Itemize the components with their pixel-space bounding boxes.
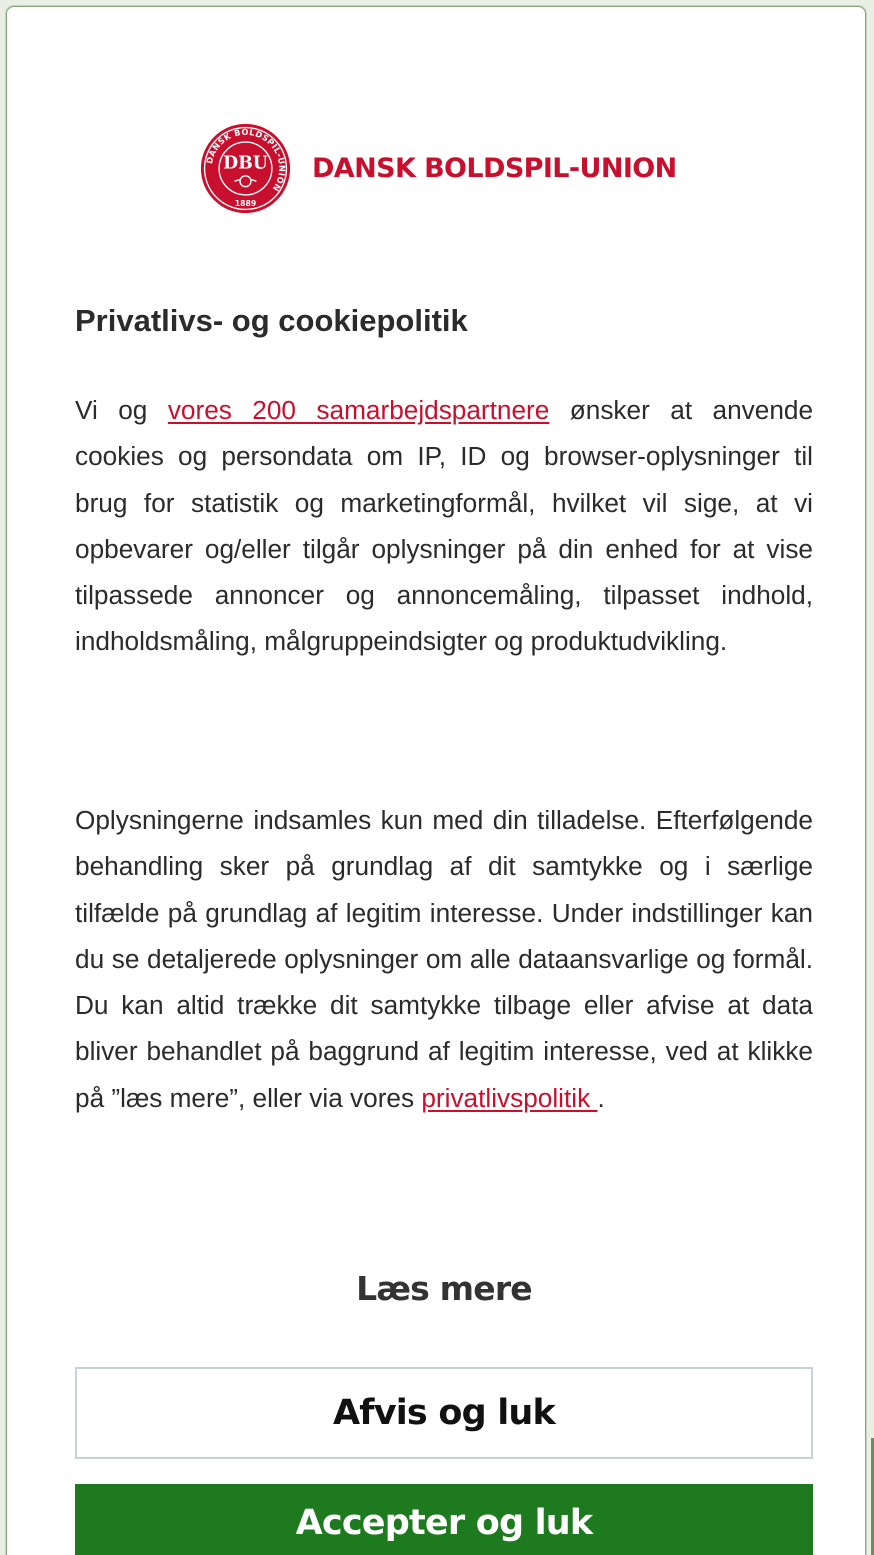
consent-paragraph-1	[75, 387, 813, 665]
dbu-seal-icon	[200, 123, 291, 214]
seal-monogram: DBU	[223, 153, 268, 174]
para1-text-end: ønsker at anvende cookies og persondata om IP, ID og browser-oplysninger til brug for statistik og marketingformål, hvilket vil sige, at vi opbevarer og/eller tilgår oplysninger på din enhed for at vise tilpassede annoncer og annoncemåling, tilpasset indhold, indholdsmåling, målgruppeindsigter og produktudvikling.	[75, 395, 814, 657]
reject-and-close-button[interactable]	[75, 1367, 813, 1459]
reject-button-label: Afvis og luk	[332, 1393, 556, 1433]
dialog-title: Privatlivs- og cookiepolitik	[75, 303, 468, 338]
read-more-button[interactable]: Læs mere	[356, 1269, 532, 1308]
brand-name: DANSK BOLDSPIL-UNION	[312, 153, 677, 184]
consent-paragraph-2	[75, 797, 813, 1121]
para1-text-start: Vi og	[75, 395, 168, 425]
accept-and-close-button[interactable]	[75, 1484, 813, 1555]
cookie-consent-dialog	[6, 6, 866, 1555]
dbu-logo	[200, 123, 677, 214]
seal-year: 1889	[234, 198, 257, 208]
para2-text-end: .	[597, 1082, 605, 1113]
partners-link[interactable]: vores 200 samarbejdspartnere	[167, 395, 550, 425]
seal-ring-text: DANSK BOLDSPIL-UNION	[204, 126, 288, 194]
privacy-policy-link[interactable]: privatlivspolitik	[421, 1082, 598, 1113]
para2-text-start: Oplysningerne indsamles kun med din tilladelse. Efterfølgende behandling sker på grundlag af dit samtykke og i særlige tilfælde på grundlag af legitim interesse. Under indstillinger kan du se detaljerede oplysninger om alle dataansvarlige og formål. Du kan altid trække dit samtykke tilbage eller afvise at data bliver behandlet på baggrund af legitim interesse, ved at klikke på ”læs mere”, eller via vores	[75, 805, 813, 1113]
accept-button-label: Accepter og luk	[295, 1503, 593, 1543]
